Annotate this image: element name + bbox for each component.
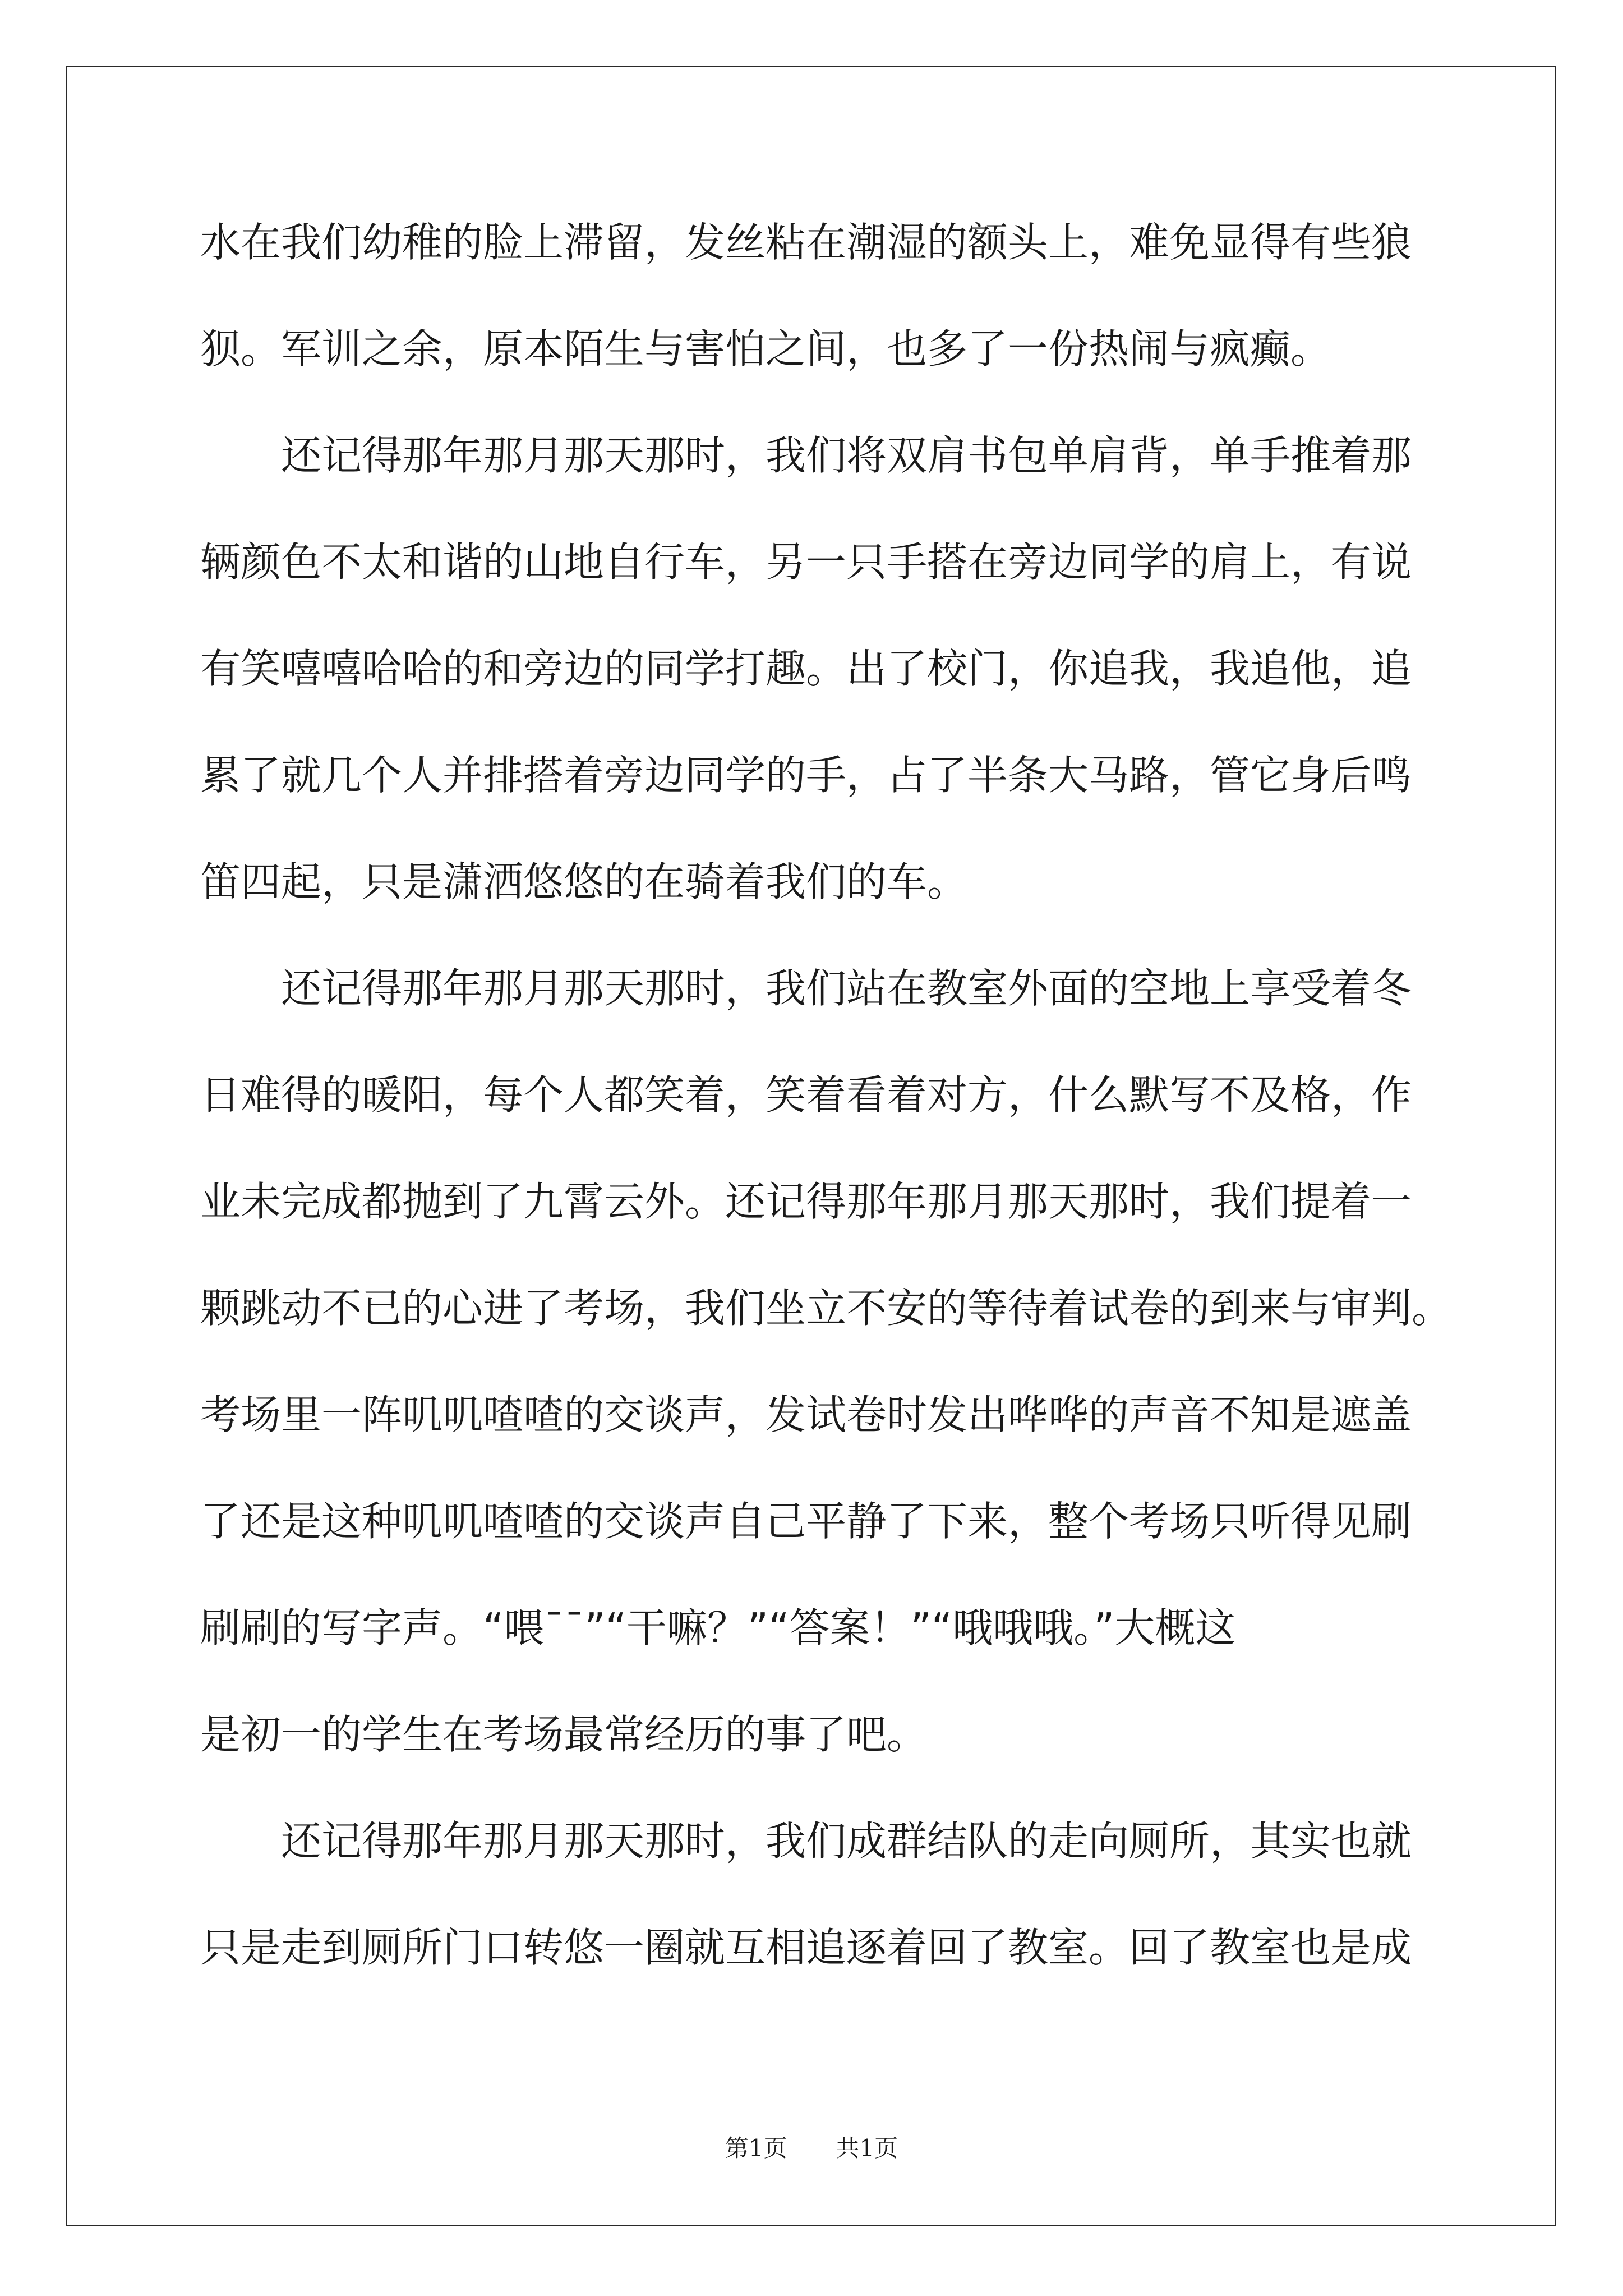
text-line: 累了就几个人并排搭着旁边同学的手，占了半条大马路，管它身后鸣 bbox=[200, 752, 1412, 799]
text-line: 有笑嘻嘻哈哈的和旁边的同学打趣。出了校门，你追我，我追他，追 bbox=[200, 645, 1412, 692]
text-line: 辆颜色不太和谐的山地自行车，另一只手搭在旁边同学的肩上，有说 bbox=[200, 539, 1412, 586]
text-line: 狈。军训之余，原本陌生与害怕之间，也多了一份热闹与疯癫。 bbox=[200, 325, 1331, 372]
text-line: 笛四起，只是潇洒悠悠的在骑着我们的车。 bbox=[200, 858, 968, 905]
text-line: 还记得那年那月那天那时，我们站在教室外面的空地上享受着冬 bbox=[200, 965, 1412, 1012]
text-line: 了还是这种叽叽喳喳的交谈声自己平静了下来，整个考场只听得见刷 bbox=[200, 1498, 1412, 1545]
text-line: 考场里一阵叽叽喳喳的交谈声，发试卷时发出哗哗的声音不知是遮盖 bbox=[200, 1391, 1412, 1438]
text-line: 水在我们幼稚的脸上滞留，发丝粘在潮湿的额头上，难免显得有些狼 bbox=[200, 219, 1412, 266]
document-body bbox=[200, 216, 1462, 1975]
text-line: 业未完成都抛到了九霄云外。还记得那年那月那天那时，我们提着一 bbox=[200, 1178, 1412, 1225]
text-line: 刷刷的写字声。“喂¯¯”“干嘛？”“答案！”“哦哦哦。”大概这 bbox=[200, 1604, 1236, 1651]
text-line: 还记得那年那月那天那时，我们成群结队的走向厕所，其实也就 bbox=[200, 1818, 1412, 1865]
text-line: 日难得的暖阳，每个人都笑着，笑着看着对方，什么默写不及格，作 bbox=[200, 1071, 1412, 1119]
total-pages-label: 共1页 bbox=[836, 2134, 898, 2162]
text-line: 颗跳动不已的心进了考场，我们坐立不安的等待着试卷的到来与审判。 bbox=[200, 1285, 1453, 1332]
text-line: 是初一的学生在考场最常经历的事了吧。 bbox=[200, 1711, 928, 1758]
page-footer bbox=[0, 2132, 1623, 2165]
text-line: 只是走到厕所门口转悠一圈就互相追逐着回了教室。回了教室也是成 bbox=[200, 1924, 1412, 1971]
page-number-label: 第1页 bbox=[725, 2134, 787, 2162]
text-line: 还记得那年那月那天那时，我们将双肩书包单肩背，单手推着那 bbox=[200, 432, 1412, 479]
